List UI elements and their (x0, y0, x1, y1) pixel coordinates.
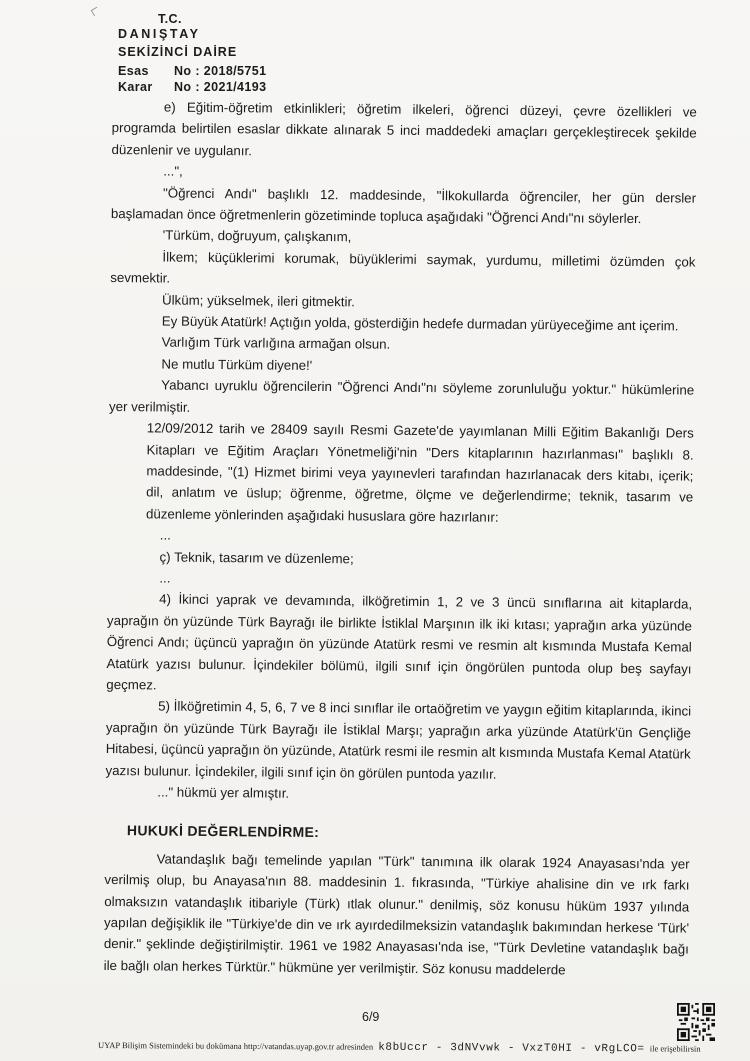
paragraph: Yabancı uyruklu öğrencilerin "Öğrenci Andı"nı söyleme zorunluluğu yoktur." hükümlerine yer verilmiştir. (108, 377, 695, 415)
paragraph: İlkem; küçüklerimi korumak, büyüklerimi saymak, yurdumu, milletimi özümden çok sevmektir. (110, 249, 696, 286)
paragraph: Varlığım Türk varlığına armağan olsun. (161, 334, 391, 353)
paragraph: Ey Büyük Atatürk! Açtığın yolda, gösterdiğin hedefe durmadan yürüyeceğime ant içerim. (161, 313, 679, 334)
header-karar (118, 80, 266, 94)
scan-artifact (91, 7, 101, 17)
footer-suffix: ile erişebilirsin (649, 1043, 701, 1054)
page-number: 6/9 (362, 1010, 380, 1024)
paragraph: ... (159, 527, 171, 543)
paragraph: ç) Teknik, tasarım ve düzenleme; (159, 549, 354, 566)
paragraph: Ne mutlu Türküm diyene!' (161, 356, 313, 373)
paragraph: Ülküm; yükselmek, ileri gitmektir. (161, 292, 355, 309)
paragraph: e) Eğitim-öğretim etkinlikleri; öğretim ilkeleri, öğrenci düzeyi, çevre özellikleri ve programda belirtilen esaslar dikkate alınarak 5 inci maddedeki amaçları gerçekleştirecek şekilde düzenlenir ve uygulanır. (111, 99, 697, 159)
paragraph: 'Türküm, doğruyum, çalışkanım, (162, 227, 352, 245)
paragraph: ... (159, 570, 171, 586)
paragraph: 4) İkinci yaprak ve devamında, ilköğretimin 1, 2 ve 3 üncü sınıflarına ait kitaplarda, yaprağın ön yüzünde Türk Bayrağı ile birlikte İstiklal Marşının ilk iki kıtası; yaprağın arka yüzünde Öğrenci Andı; üçüncü yaprağın ön yüzünde Atatürk resmi ve resmin alt kısmında Mustafa Kemal Atatürk yazısı bulunur. İçindekiler bölümü, ilgili sınıf için öngörülen puntoda olup beş sayfayı geçmez. (106, 591, 693, 693)
esas-value: No : 2018/5751 (174, 64, 267, 78)
paragraph: "Öğrenci Andı" başlıklı 12. maddesinde, "İlkokullarda öğrenciler, her gün dersler başlamadan önce öğretmenlerin gözetiminde topluca aşağıdaki "Öğrenci Andı"nı söylerler. (110, 185, 697, 227)
paragraph: 5) İlköğretimin 4, 5, 6, 7 ve 8 inci sınıflar ile ortaöğretim ve yaygın eğitim kitaplarında, ikinci yaprağın ön yüzünde Türk Bayrağı ile İstiklal Marşı; yaprağın arka yüzünde Atatürk'ün Gençliğe Hitabesi, üçüncü yaprağın ön yüzünde, Atatürk resmi ile resmin alt kısmında Mustafa Kemal Atatürk yazısı bulunur. İçindekiler, ilgili sınıf için ön görülen puntoda yazılır. (105, 698, 692, 782)
document-body (104, 96, 697, 982)
paragraph: ..." hükmü yer almıştır. (157, 784, 290, 801)
header-tc: T.C. (158, 12, 182, 26)
access-code: k8bUccr - 3dNVvwk - VxzT0HI - vRgLCO= (378, 1041, 645, 1056)
qr-code-icon (677, 1003, 715, 1041)
paragraph: Vatandaşlık bağı temelinde yapılan "Türk" tanımına ilk olarak 1924 Anayasası'nda yer verilmiş olup, bu Anayasa'nın 88. maddesinin 1. fıkrasında, "Türkiye ahalisine din ve ırk farkı olmaksızın vatandaşlık itibariyle (Türk) ıtlak olunur." denilmiş, söz konusu hüküm 1937 yılında yapılan değişiklik ile "Türkiye'de din ve ırk ayırdedilmeksizin vatandaşlık bakımından herkese 'Türk' denir." şeklinde değiştirilmiştir. 1961 ve 1982 Anayasası'nda ise, "Türk Devletine vatandaşlık bağı ile bağlı olan herkes Türktür." hükmüne yer verilmiştir. Söz konusu maddelerde (103, 851, 690, 978)
karar-value: No : 2021/4193 (174, 80, 267, 94)
footer-text: UYAP Bilişim Sistemindeki bu dokümana http://vatandas.uyap.gov.tr adresinden (97, 1040, 374, 1052)
uyap-footer (98, 1040, 701, 1056)
paragraph: 12/09/2012 tarih ve 28409 sayılı Resmi Gazete'de yayımlanan Milli Eğitim Bakanlığı Ders Kitapları ve Eğitim Araçları Yönetmeliği'nin "Ders kitaplarının hazırlanması" başlıklı 8. maddesinde, "(1) Hizmet birimi veya yayınevleri tarafından hazırlanacak ders kitabı, içerik; dil, anlatım ve üslup; öğrenme, öğretme, ölçme ve değerlendirme; teknik, tasarım ve düzenleme yönlerinden aşağıdaki hususlara göre hazırlanır: (145, 420, 694, 525)
header-esas (118, 64, 266, 78)
quoted-regulation-section (105, 96, 697, 808)
karar-label: Karar (118, 80, 153, 94)
section-heading: HUKUKİ DEĞERLENDİRME: (126, 822, 320, 841)
legal-assessment-section (104, 848, 690, 982)
header-chamber: SEKİZİNCİ DAİRE (118, 45, 238, 59)
esas-label: Esas (118, 64, 149, 78)
paragraph: ...", (163, 163, 183, 179)
header-court: DANIŞTAY (118, 27, 201, 41)
